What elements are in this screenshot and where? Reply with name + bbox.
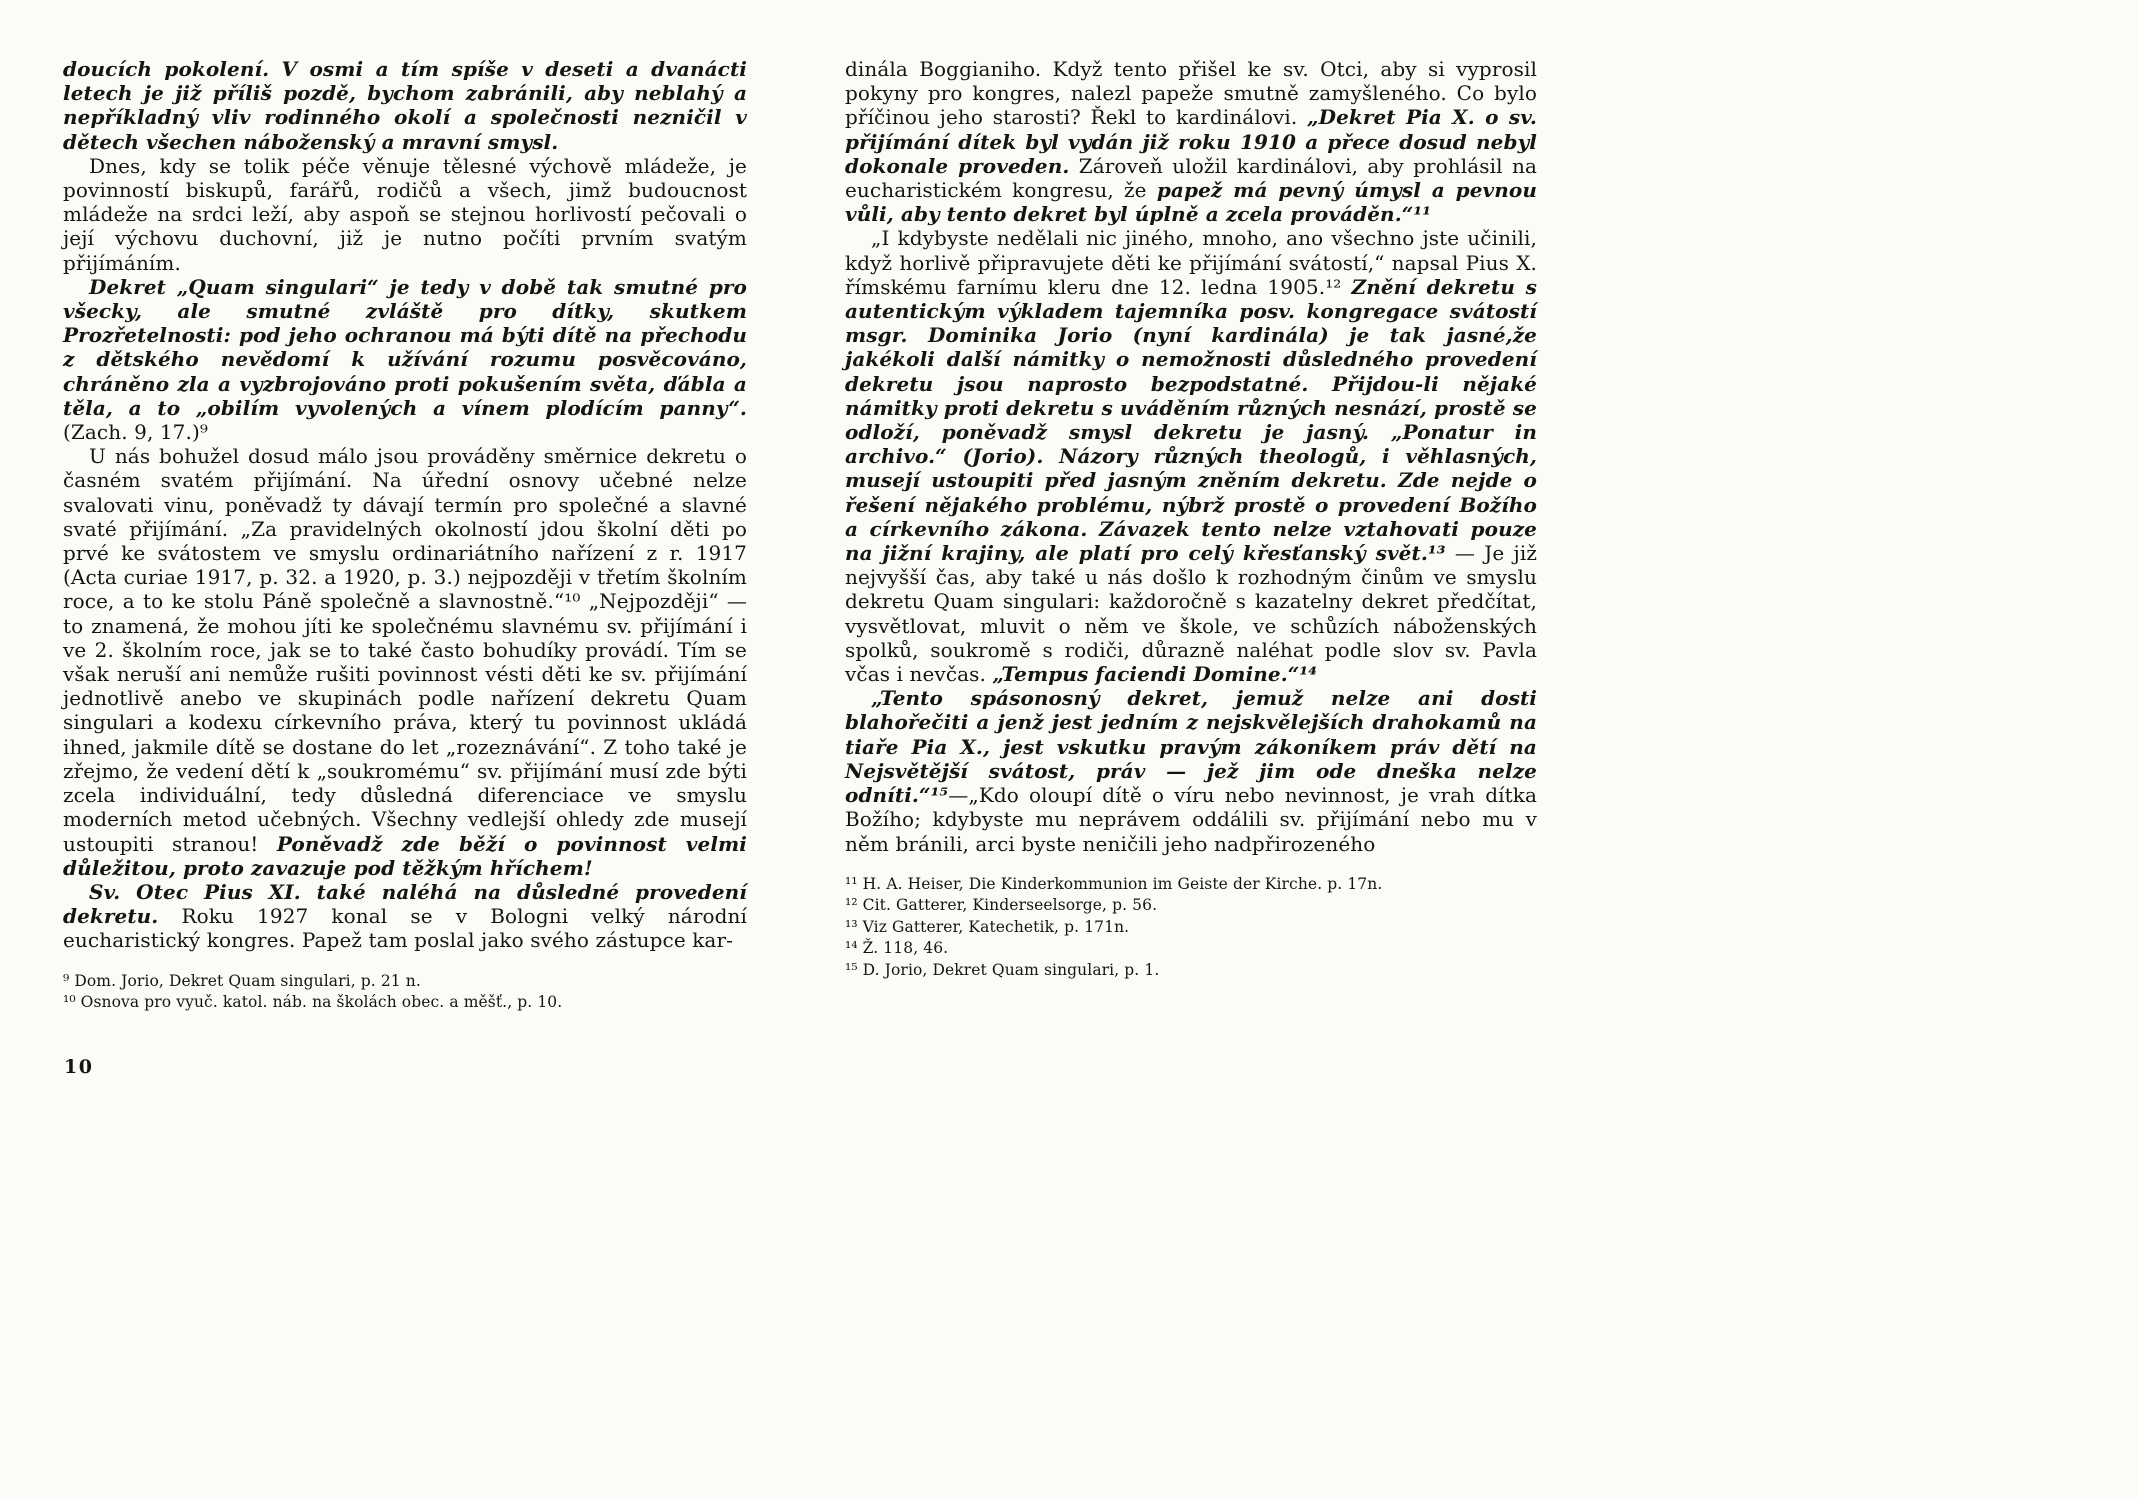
body-text: dinála Boggianiho. Když tento přišel ke sv. Otci, aby si vyprosil pokyny pro kongres, nalezl papeže smutně zamyšleného. Co bylo příčinou jeho starosti? Řekl to kardinálovi. <box>845 57 1537 130</box>
footnotes-block <box>63 971 747 1014</box>
body-text: —„Kdo oloupí dítě o víru nebo nevinnost, je vrah dítka Božího; kdybyste mu neprávem oddálili sv. přijímání nebo mu v něm bránili, arci byste neničili jeho nadpřirozeného <box>845 783 1537 856</box>
footnotes-block <box>845 874 1537 982</box>
body-text: „I kdybyste nedělali nic jiného, mnoho, ano všechno jste učinili, když horlivě připravujete děti ke přijímání svátostí,“ napsal Pius X. římskému farnímu kleru dne 12. ledna 1905.¹² <box>845 226 1537 299</box>
emphasis-text: Poněvadž zde běží o povinnost velmi důležitou, proto zavazuje pod těžkým hříchem! <box>63 831 747 880</box>
left-page-column <box>63 57 747 1014</box>
body-text: U nás bohužel dosud málo jsou prováděny směrnice dekretu o časném svatém přijímání. Na úřední osnovy učebné nelze svalovati vinu, poněvadž ty dávají termín pro společné a slavné svaté přijímání. „Za pravidelných okolností jdou školní děti po prvé ke svátostem ve smyslu ordinariátního nařízení z r. 1917 (Acta curiae 1917, p. 32. a 1920, p. 3.) nejpozději v třetím školním roce, a to ke stolu Páně společně a slavnostně.“¹⁰ „Nejpozději“ — to znamená, že mohou jíti ke společnému slavnému sv. přijímání i ve 2. školním roce, jak se to také často bohudíky provádí. Tím se však neruší ani nemůže rušiti povinnost vésti děti ke sv. přijímání jednotlivě anebo ve skupinách podle nařízení dekretu Quam singulari a kodexu církevního práva, který tu povinnost ukládá ihned, jakmile dítě se dostane do let „rozeznávání“. Z toho také je zřejmo, že vedení dětí k „soukromému“ sv. přijímání musí zde býti zcela individuální, tedy důsledná diferenciace ve smyslu moderních metod učebných. Všechny vedlejší ohledy zde musejí ustoupiti stranou! <box>63 444 747 856</box>
right-page-column <box>845 57 1537 981</box>
footnote: ¹⁰ Osnova pro vyuč. katol. náb. na školách obec. a měšť., p. 10. <box>63 993 563 1012</box>
page-number: 10 <box>64 1056 94 1078</box>
paragraph <box>845 226 1537 686</box>
paragraph <box>63 880 747 953</box>
paragraph <box>63 275 747 444</box>
body-text: Zároveň uložil kardinálovi, aby prohlásil na eucharistickém kongresu, že <box>845 153 1537 203</box>
emphasis-text: „Tempus faciendi Domine.“¹⁴ <box>992 662 1318 687</box>
body-text: (Zach. 9, 17.)⁹ <box>63 420 208 445</box>
emphasis-text: „Tento spásonosný dekret, jemuž nelze ani dosti blahořečiti a jenž jest jedním z nejskvělejších drahokamů na tiaře Pia X., jest vskutku pravým zákoníkem práv dětí na Nejsvětější svátost, práv — jež jim ode dneška nelze odníti.“¹⁵ <box>845 686 1537 808</box>
emphasis-text: Dekret „Quam singulari“ je tedy v době tak smutné pro všecky, ale smutné zvláště pro dítky, skutkem Prozřetelnosti: pod jeho ochranou má býti dítě na přechodu z dětského nevědomí k užívání rozumu posvěcováno, chráněno zla a vyzbrojováno proti pokušením světa, ďábla a těla, a to „obilím vyvolených a vínem plodícím panny“. <box>63 274 747 420</box>
emphasis-text: Sv. Otec Pius XI. také naléhá na důsledné provedení dekretu. <box>63 879 747 929</box>
paragraph <box>63 444 747 880</box>
paragraph <box>845 686 1537 855</box>
emphasis-text: „Dekret Pia X. o sv. přijímání dítek byl vydán již roku 1910 a přece dosud nebyl dokonale proveden. <box>845 105 1537 178</box>
footnote: ⁹ Dom. Jorio, Dekret Quam singulari, p. 21 n. <box>63 971 421 990</box>
paragraph <box>63 154 747 275</box>
body-text: Roku 1927 konal se v Bologni velký národní eucharistický kongres. Papež tam poslal jako svého zástupce kar- <box>63 904 747 953</box>
body-text: Dnes, kdy se tolik péče věnuje tělesné výchově mládeže, je povinností biskupů, farářů, rodičů a všech, jimž budoucnost mládeže na srdci leží, aby aspoň se stejnou horlivostí pečovali o její výchovu duchovní, již je nutno počíti prvním svatým přijímáním. <box>63 153 747 275</box>
footnote: ¹⁵ D. Jorio, Dekret Quam singulari, p. 1. <box>845 960 1160 979</box>
emphasis-text: doucích pokolení. V osmi a tím spíše v deseti a dvanácti letech je již příliš pozdě, bychom zabránili, aby neblahý a nepříkladný vliv rodinného okolí a společnosti nezničil v dětech všechen náboženský a mravní smysl. <box>63 57 747 154</box>
footnote: ¹³ Viz Gatterer, Katechetik, p. 171n. <box>845 917 1130 936</box>
footnote: ¹¹ H. A. Heiser, Die Kinderkommunion im Geiste der Kirche. p. 17n. <box>845 874 1383 893</box>
paragraph <box>63 57 747 154</box>
body-text: — Je již nejvyšší čas, aby také u nás došlo k rozhodným činům ve smyslu dekretu Quam singulari: každoročně s kazatelny dekret předčítat, vysvětlovat, mluvit o něm ve škole, ve schůzích náboženských spolků, soukromě s rodiči, důrazně naléhat podle slov sv. Pavla včas i nevčas. <box>845 541 1537 687</box>
emphasis-text: Znění dekretu s autentickým výkladem tajemníka posv. kongregace svátostí msgr. Dominika Jorio (nyní kardinála) je tak jasné,že jakékoli další námitky o nemožnosti důsledného provedení dekretu jsou naprosto bezpodstatné. Přijdou-li nějaké námitky proti dekretu s uváděním různých nesnází, prostě se odloží, poněvadž smysl dekretu je jasný. „Ponatur in archivo.“ (Jorio). Názory různých theologů, i věhlasných, musejí ustoupiti před jasným zněním dekretu. Zde nejde o řešení nějakého problému, nýbrž prostě o provedení Božího a církevního zákona. Závazek tento nelze vztahovati pouze na jižní krajiny, ale platí pro celý křesťanský svět.¹³ <box>845 274 1538 566</box>
paragraph <box>845 57 1537 226</box>
footnote: ¹² Cit. Gatterer, Kinderseelsorge, p. 56. <box>845 896 1158 915</box>
footnote: ¹⁴ Ž. 118, 46. <box>845 939 949 958</box>
emphasis-text: papež má pevný úmysl a pevnou vůli, aby tento dekret byl úplně a zcela prováděn.“¹¹ <box>845 178 1537 227</box>
